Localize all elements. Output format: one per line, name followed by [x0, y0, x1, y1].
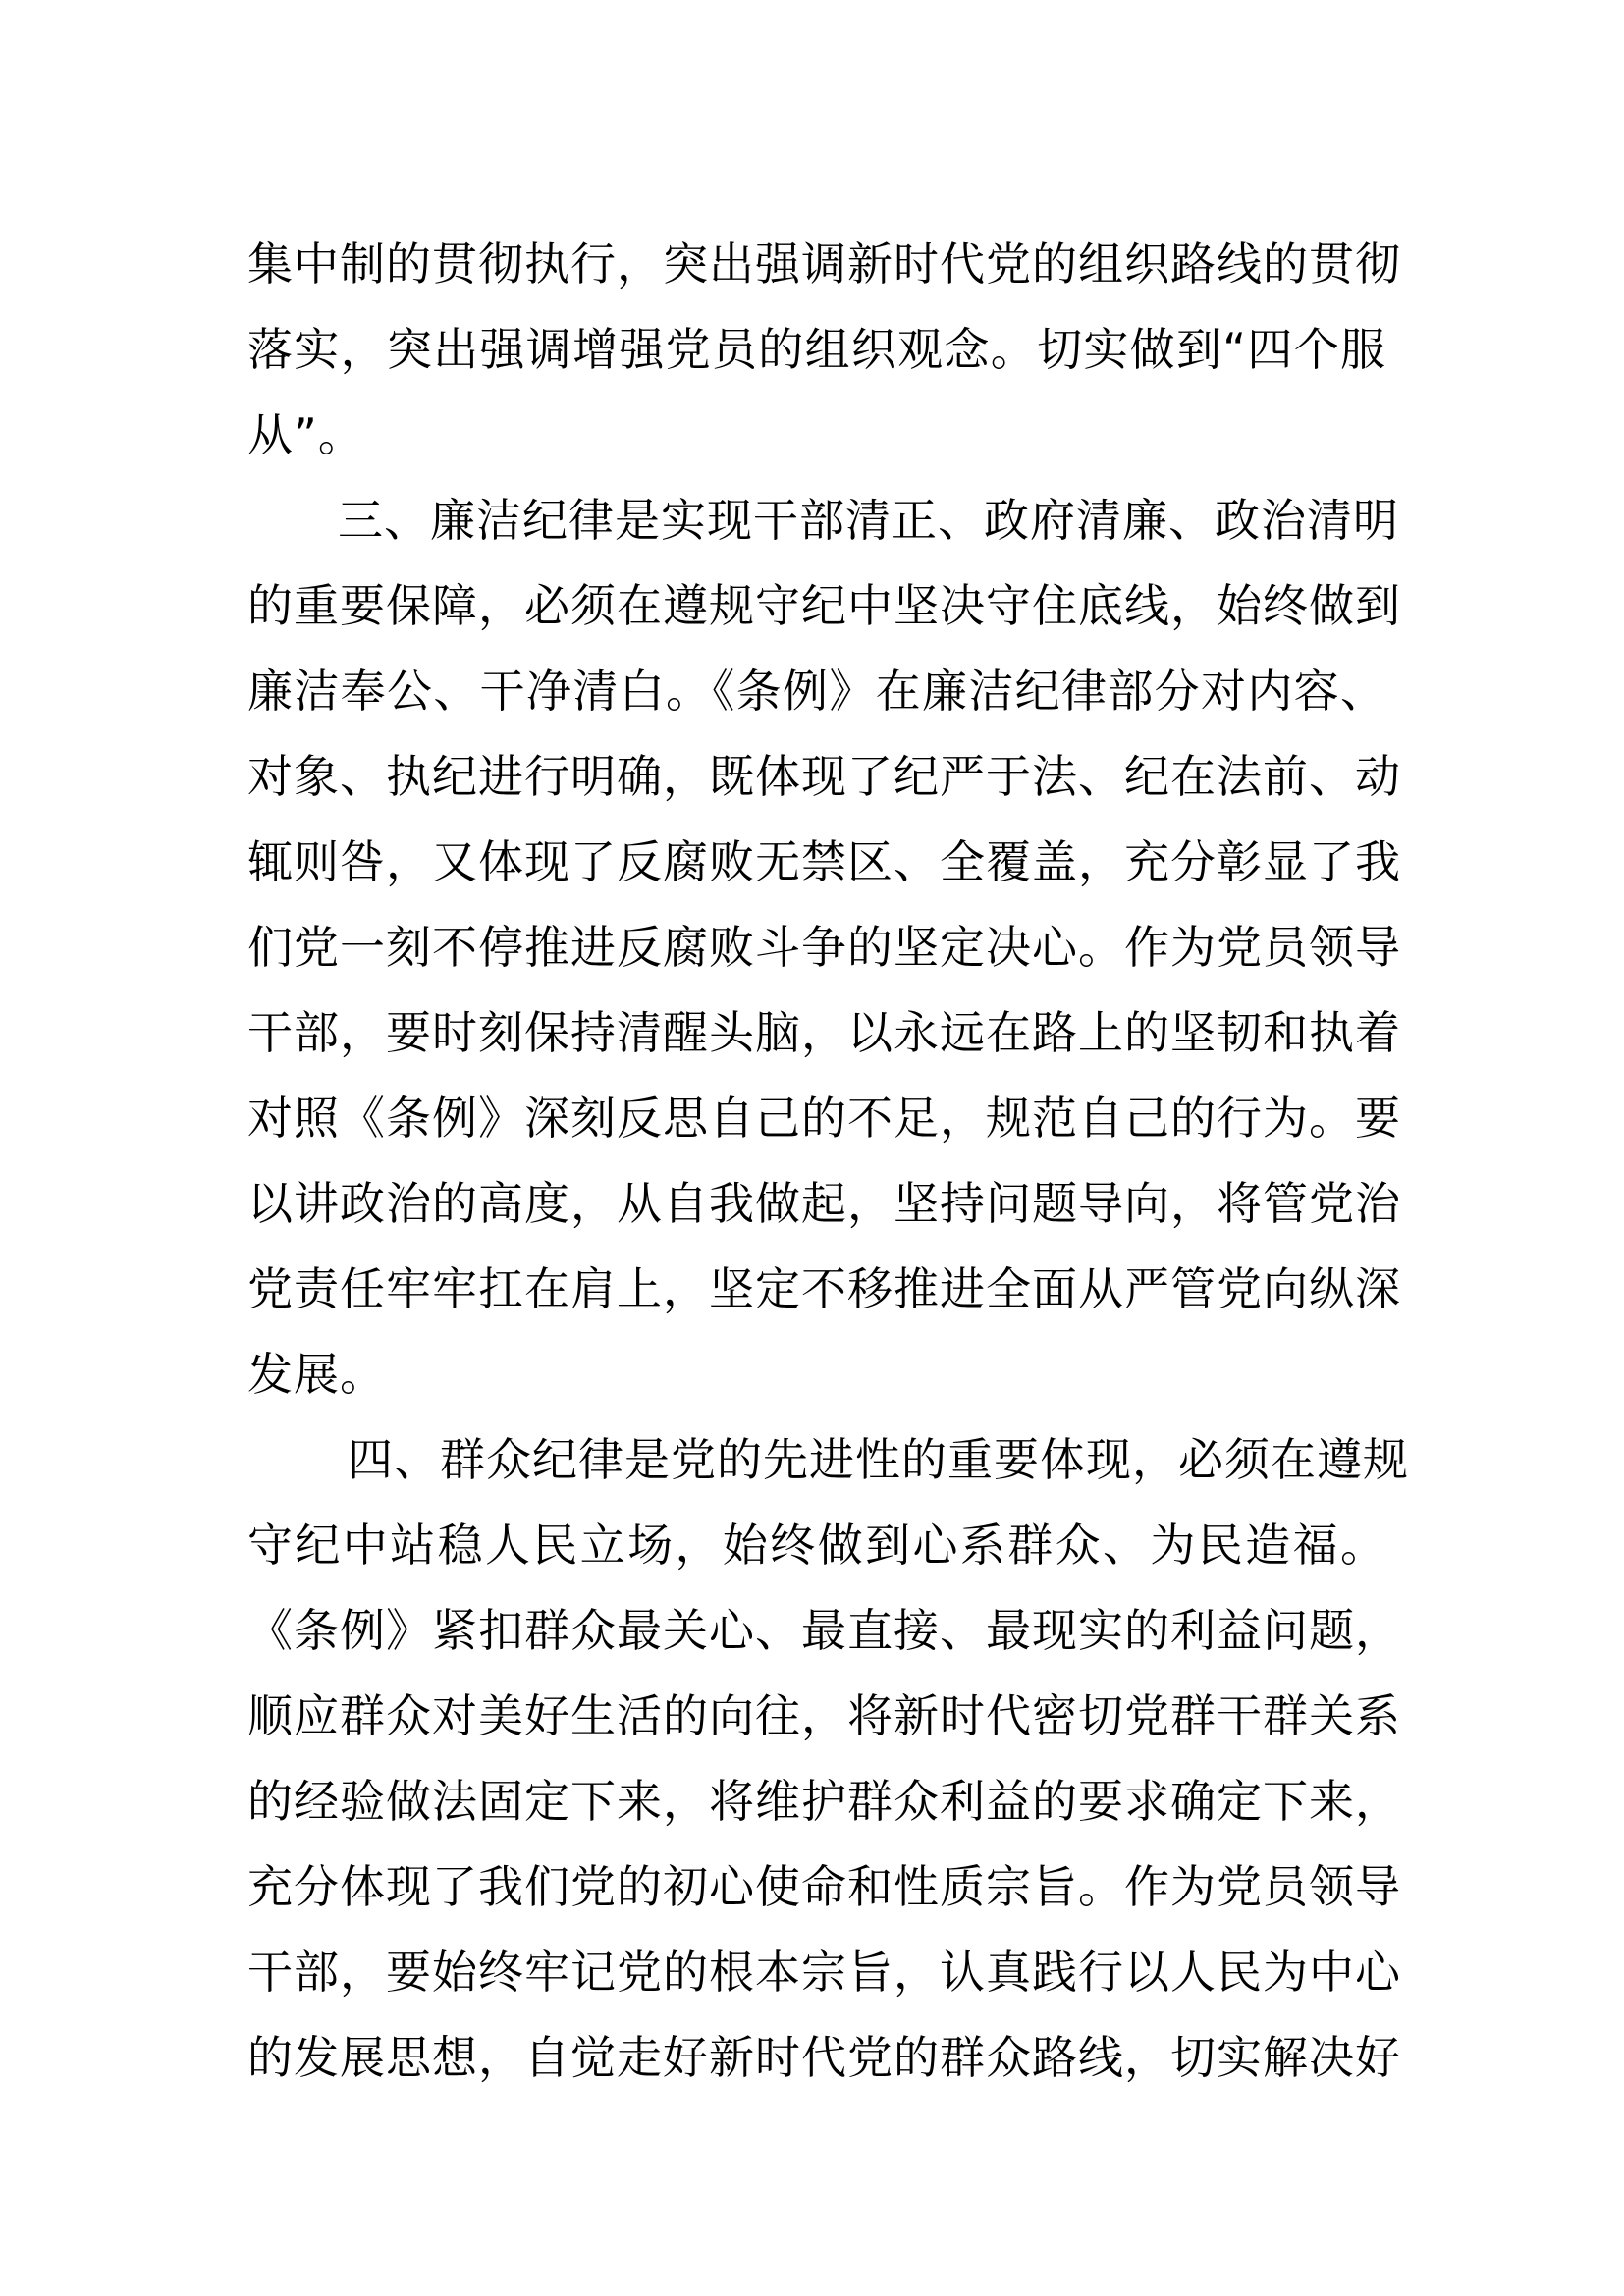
paragraph-integrity-discipline [247, 478, 1401, 1417]
text-line: 对象、执纪进行明确，既体现了纪严于法、纪在法前、动 [247, 750, 1401, 803]
paragraph-organizational-discipline-continuation [247, 222, 1401, 478]
text-line: 的经验做法固定下来，将维护群众利益的要求确定下来， [247, 1775, 1401, 1828]
text-line: 廉洁奉公、干净清白。《条例》在廉洁纪律部分对内容、 [247, 665, 1386, 718]
text-line: 对照《条例》深刻反思自己的不足，规范自己的行为。要 [247, 1092, 1401, 1145]
text-line: 党责任牢牢扛在肩上，坚定不移推进全面从严管党向纵深 [247, 1262, 1401, 1315]
text-line: 充分体现了我们党的初心使命和性质宗旨。作为党员领导 [247, 1860, 1401, 1913]
text-line: 《条例》紧扣群众最关心、最直接、最现实的利益问题， [247, 1604, 1401, 1657]
text-line: 顺应群众对美好生活的向往，将新时代密切党群干群关系 [247, 1689, 1401, 1742]
text-line: 辄则咎，又体现了反腐败无禁区、全覆盖，充分彰显了我 [247, 835, 1401, 888]
text-line: 的重要保障，必须在遵规守纪中坚决守住底线，始终做到 [247, 579, 1401, 632]
text-line: 三、廉洁纪律是实现干部清正、政府清廉、政治清明 [338, 494, 1399, 547]
body-text [247, 222, 1409, 2101]
text-line: 们党一刻不停推进反腐败斗争的坚定决心。作为党员领导 [247, 921, 1401, 974]
text-line: 守纪中站稳人民立场，始终做到心系群众、为民造福。 [247, 1519, 1386, 1572]
text-line: 的发展思想，自觉走好新时代党的群众路线，切实解决好 [247, 2031, 1401, 2084]
text-line: 以讲政治的高度，从自我做起，坚持问题导向，将管党治 [247, 1177, 1401, 1230]
text-line: 从”。 [247, 408, 364, 461]
text-line: 干部，要始终牢记党的根本宗旨，认真践行以人民为中心 [247, 1946, 1401, 1999]
text-line: 发展。 [247, 1348, 386, 1401]
paragraph-mass-discipline [247, 1417, 1409, 2101]
text-line: 落实，突出强调增强党员的组织观念。切实做到“四个服 [247, 323, 1386, 376]
text-line: 集中制的贯彻执行，突出强调新时代党的组织路线的贯彻 [247, 238, 1401, 291]
text-line: 干部，要时刻保持清醒头脑，以永远在路上的坚韧和执着 [247, 1006, 1401, 1059]
text-line: 四、群众纪律是党的先进性的重要体现，必须在遵规 [348, 1433, 1409, 1486]
